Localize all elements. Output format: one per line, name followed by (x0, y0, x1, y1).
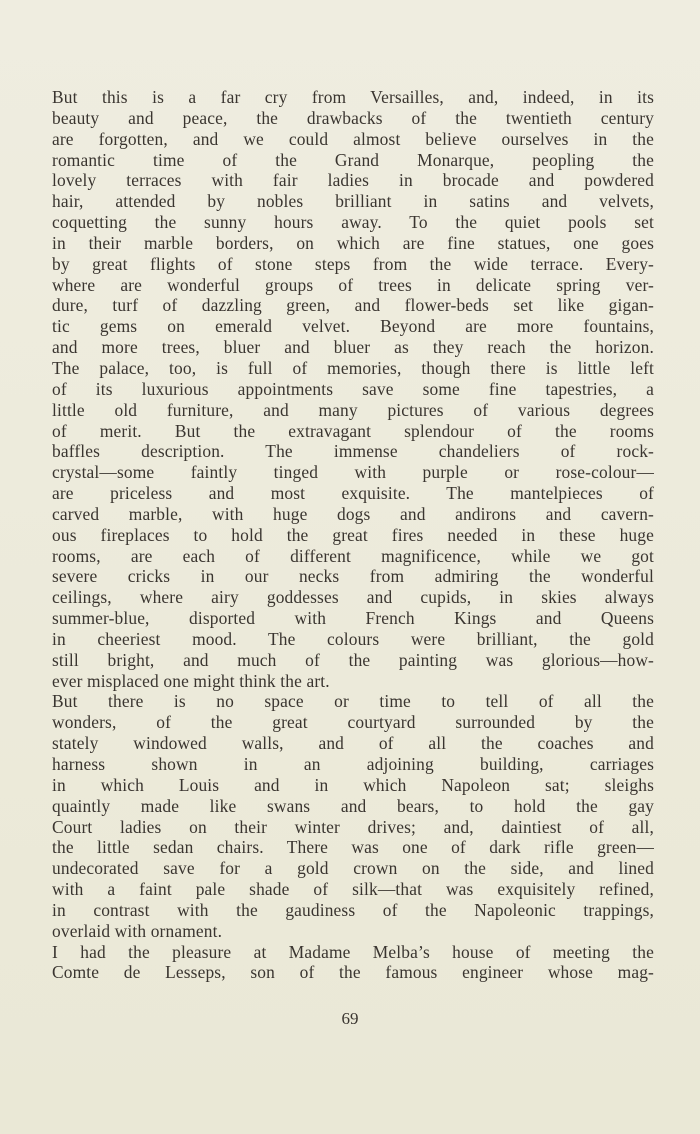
text-line: undecorated save for a gold crown on the side, and lined (52, 858, 654, 879)
text-line: harness shown in an adjoining building, carriages (52, 754, 654, 774)
text-line: little old furniture, and many pictures of various degrees (52, 399, 654, 420)
text-line: of its luxurious appointments save some fine tapestries, a (52, 378, 654, 399)
text-line: ceilings, where airy goddesses and cupids, in skies always (52, 587, 654, 608)
text-line: in which Louis and in which Napoleon sat; sleighs (52, 774, 654, 795)
text-line: ous fireplaces to hold the great fires needed in these huge (52, 524, 654, 545)
text-line: ever misplaced one might think the art. (52, 670, 330, 691)
text-line: with a faint pale shade of silk—that was exquisitely refined, (52, 879, 654, 900)
text-line: baffles description. The immense chandeliers of rock- (52, 441, 654, 462)
text-line: quaintly made like swans and bears, to hold the gay (52, 795, 654, 816)
text-line: But there is no space or time to tell of all the (52, 691, 654, 712)
text-line: summer-blue, disported with French Kings and Queens (52, 608, 654, 629)
text-line: of merit. But the extravagant splendour of the rooms (52, 420, 654, 441)
text-line: coquetting the sunny hours away. To the quiet pools set (52, 212, 654, 233)
text-line: romantic time of the Grand Monarque, peopling the (52, 149, 654, 170)
paragraph (52, 87, 654, 691)
paragraph (52, 942, 654, 984)
text-line: tic gems on emerald velvet. Beyond are more fountains, (52, 316, 654, 337)
text-line: where are wonderful groups of trees in delicate spring ver- (52, 274, 654, 295)
text-line: are priceless and most exquisite. The mantelpieces of (52, 483, 654, 504)
text-line: by great flights of stone steps from the wide terrace. Every- (52, 253, 654, 274)
text-line: still bright, and much of the painting was glorious—how- (52, 649, 654, 670)
page-number: 69 (341, 1009, 359, 1028)
paragraph (52, 691, 654, 941)
text-line: lovely terraces with fair ladies in brocade and powdered (52, 170, 654, 191)
text-line: carved marble, with huge dogs and andirons and cavern- (52, 503, 654, 524)
text-line: rooms, are each of different magnificence, while we got (52, 545, 654, 566)
text-line: and more trees, bluer and bluer as they reach the horizon. (52, 337, 654, 358)
text-line: I had the pleasure at Madame Melba’s house of meeting the (52, 941, 654, 962)
text-line: overlaid with ornament. (52, 920, 223, 941)
body-text (52, 87, 654, 983)
text-line: severe cricks in our necks from admiring the wonderful (52, 566, 654, 587)
text-line: in cheeriest mood. The colours were brilliant, the gold (52, 628, 654, 649)
text-line: dure, turf of dazzling green, and flower-beds set like gigan- (52, 295, 654, 316)
text-line: Comte de Lesseps, son of the famous engineer whose mag- (52, 962, 654, 983)
text-line: the little sedan chairs. There was one of dark rifle green— (52, 837, 654, 858)
text-line: beauty and peace, the drawbacks of the twentieth century (52, 107, 654, 128)
text-line: are forgotten, and we could almost believe ourselves in the (52, 128, 654, 149)
text-line: Court ladies on their winter drives; and, daintiest of all, (52, 816, 654, 837)
text-line: in their marble borders, on which are fine statues, one goes (52, 232, 654, 253)
text-line: hair, attended by nobles brilliant in satins and velvets, (52, 191, 654, 212)
text-line: The palace, too, is full of memories, though there is little left (52, 357, 654, 378)
text-line: But this is a far cry from Versailles, and, indeed, in its (52, 87, 654, 107)
text-line: wonders, of the great courtyard surrounded by the (52, 712, 654, 733)
text-line: in contrast with the gaudiness of the Napoleonic trappings, (52, 899, 654, 920)
text-line: crystal—some faintly tinged with purple or rose-colour— (52, 462, 654, 483)
text-line: stately windowed walls, and of all the coaches and (52, 733, 654, 754)
